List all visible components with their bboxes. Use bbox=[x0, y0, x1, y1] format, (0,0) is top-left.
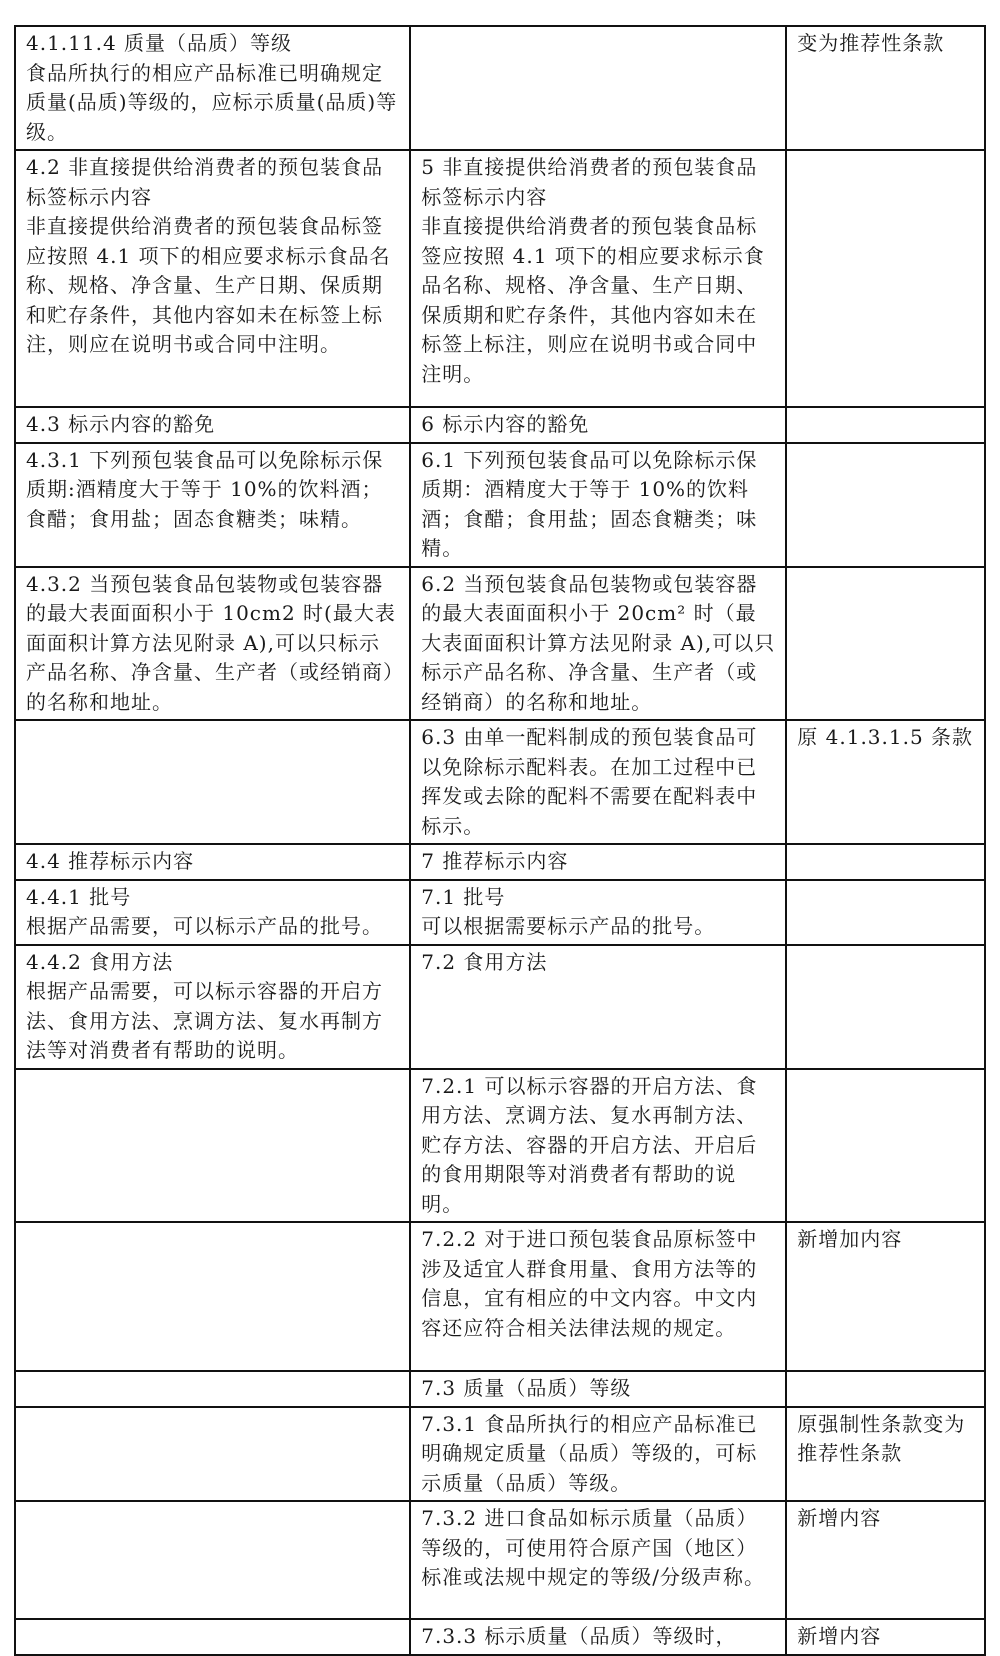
new-clause-text: 7.3 质量（品质）等级 bbox=[421, 1376, 632, 1400]
new-clause-text: 可以根据需要标示产品的批号。 bbox=[421, 914, 716, 938]
old-clause-text: 4.3.2 当预包装食品包装物或包装容器的最大表面面积小于 10cm2 时(最大表面面积计算方法见附录 A),可以只标示产品名称、净含量、生产者（或经销商）的名称和地址。 bbox=[26, 571, 396, 714]
old-clause-text: 4.4.2 食用方法 bbox=[26, 949, 174, 974]
new-clause-text: 7 推荐标示内容 bbox=[421, 849, 569, 873]
note-text: 原 4.1.3.1.5 条款 bbox=[797, 725, 974, 749]
note-cell bbox=[786, 1407, 985, 1502]
new-clause-cell bbox=[410, 1501, 786, 1619]
new-clause-cell bbox=[410, 407, 786, 443]
old-clause-cell bbox=[15, 1619, 410, 1655]
note-text: 原强制性条款变为推荐性条款 bbox=[797, 1411, 966, 1465]
old-clause-text: 4.1.11.4 质量（品质）等级 bbox=[26, 31, 293, 55]
table-row bbox=[15, 1619, 985, 1655]
new-clause-text: 7.2.1 可以标示容器的开启方法、食用方法、烹调方法、复水再制方法、贮存方法、容器的开启方法、开启后的食用期限等对消费者有帮助的说明。 bbox=[421, 1073, 758, 1216]
old-clause-cell bbox=[15, 844, 410, 880]
table-row bbox=[15, 1069, 985, 1223]
old-clause-cell bbox=[15, 720, 410, 844]
new-clause-text: 7.2.2 对于进口预包装食品原标签中涉及适宜人群食用量、食用方法等的信息，宜有相应的中文内容。中文内容还应符合相关法律法规的规定。 bbox=[421, 1227, 758, 1340]
table-row bbox=[15, 880, 985, 945]
old-clause-cell bbox=[15, 1501, 410, 1619]
note-cell bbox=[786, 1371, 985, 1407]
table-row bbox=[15, 720, 985, 844]
old-clause-cell bbox=[15, 1371, 410, 1407]
new-clause-text: 7.2 食用方法 bbox=[421, 949, 548, 974]
table-row bbox=[15, 1371, 985, 1407]
note-cell bbox=[786, 1069, 985, 1223]
new-clause-cell bbox=[410, 880, 786, 945]
old-clause-cell bbox=[15, 407, 410, 443]
old-clause-cell bbox=[15, 443, 410, 567]
new-clause-text: 6.2 当预包装食品包装物或包装容器的最大表面面积小于 20cm² 时（最大表面面积计算方法见附录 A),可以只标示产品名称、净含量、生产者（或经销商）的名称和地址。 bbox=[421, 571, 776, 714]
old-clause-text: 根据产品需要，可以标示产品的批号。 bbox=[26, 914, 383, 938]
old-clause-text: 4.3.1 下列预包装食品可以免除标示保质期:酒精度大于等于 10%的饮料酒；食醋；食用盐；固态食糖类；味精。 bbox=[26, 447, 384, 531]
comparison-document bbox=[14, 25, 986, 1656]
new-clause-cell bbox=[410, 844, 786, 880]
new-clause-cell bbox=[410, 1619, 786, 1655]
note-text: 新增内容 bbox=[797, 1624, 882, 1648]
new-clause-text: 5 非直接提供给消费者的预包装食品标签标示内容 bbox=[421, 155, 758, 209]
new-clause-text: 7.3.2 进口食品如标示质量（品质）等级的，可使用符合原产国（地区）标准或法规中规定的等级/分级声称。 bbox=[421, 1506, 765, 1589]
note-cell bbox=[786, 567, 985, 721]
old-clause-text: 4.4 推荐标示内容 bbox=[26, 849, 195, 873]
new-clause-cell bbox=[410, 945, 786, 1069]
new-clause-cell bbox=[410, 26, 786, 150]
new-clause-text: 6.1 下列预包装食品可以免除标示保质期：酒精度大于等于 10%的饮料酒；食醋；食用盐；固态食糖类；味精。 bbox=[421, 447, 758, 560]
table-row bbox=[15, 407, 985, 443]
note-cell bbox=[786, 443, 985, 567]
old-clause-text: 根据产品需要，可以标示容器的开启方法、食用方法、烹调方法、复水再制方法等对消费者有帮助的说明。 bbox=[26, 979, 383, 1062]
new-clause-cell bbox=[410, 1371, 786, 1407]
note-cell bbox=[786, 1619, 985, 1655]
note-cell bbox=[786, 26, 985, 150]
new-clause-text: 7.3.3 标示质量（品质）等级时， bbox=[421, 1624, 737, 1648]
new-clause-text: 6 标示内容的豁免 bbox=[421, 412, 590, 436]
note-cell bbox=[786, 945, 985, 1069]
new-clause-text: 7.3.1 食品所执行的相应产品标准已明确规定质量（品质）等级的，可标示质量（品质）等级。 bbox=[421, 1411, 758, 1495]
old-clause-text: 4.3 标示内容的豁免 bbox=[26, 412, 216, 436]
new-clause-cell bbox=[410, 443, 786, 567]
new-clause-cell bbox=[410, 567, 786, 721]
old-clause-cell bbox=[15, 1222, 410, 1371]
new-clause-cell bbox=[410, 1069, 786, 1223]
new-clause-cell bbox=[410, 720, 786, 844]
note-text: 变为推荐性条款 bbox=[797, 31, 945, 55]
old-clause-cell bbox=[15, 945, 410, 1069]
new-clause-text: 非直接提供给消费者的预包装食品标签应按照 4.1 项下的相应要求标示食品名称、规格、净含量、生产日期、保质期和贮存条件，其他内容如未在标签上标注，则应在说明书或合同中注明。 bbox=[421, 214, 765, 386]
table-row bbox=[15, 844, 985, 880]
standard-comparison-table bbox=[14, 25, 986, 1656]
table-row bbox=[15, 1501, 985, 1619]
table-row bbox=[15, 443, 985, 567]
new-clause-cell bbox=[410, 1222, 786, 1371]
old-clause-text: 非直接提供给消费者的预包装食品标签应按照 4.1 项下的相应要求标示食品名称、规格、净含量、生产日期、保质期和贮存条件，其他内容如未在标签上标注，则应在说明书或合同中注明。 bbox=[26, 214, 391, 356]
old-clause-cell bbox=[15, 1407, 410, 1502]
new-clause-cell bbox=[410, 1407, 786, 1502]
new-clause-cell bbox=[410, 150, 786, 407]
note-cell bbox=[786, 1501, 985, 1619]
old-clause-cell bbox=[15, 26, 410, 150]
old-clause-text: 食品所执行的相应产品标准已明确规定质量(品质)等级的，应标示质量(品质)等级。 bbox=[26, 60, 398, 144]
new-clause-text: 7.1 批号 bbox=[421, 884, 506, 909]
note-cell bbox=[786, 880, 985, 945]
note-cell bbox=[786, 844, 985, 880]
old-clause-text: 4.2 非直接提供给消费者的预包装食品标签标示内容 bbox=[26, 155, 384, 209]
note-cell bbox=[786, 1222, 985, 1371]
note-text: 新增内容 bbox=[797, 1506, 882, 1530]
note-cell bbox=[786, 150, 985, 407]
note-cell bbox=[786, 720, 985, 844]
old-clause-cell bbox=[15, 567, 410, 721]
table-row bbox=[15, 26, 985, 150]
note-cell bbox=[786, 407, 985, 443]
table-row bbox=[15, 945, 985, 1069]
table-row bbox=[15, 1407, 985, 1502]
new-clause-text: 6.3 由单一配料制成的预包装食品可以免除标示配料表。在加工过程中已挥发或去除的配料不需要在配料表中标示。 bbox=[421, 725, 758, 838]
table-row bbox=[15, 150, 985, 407]
table-row bbox=[15, 1222, 985, 1371]
table-row bbox=[15, 567, 985, 721]
old-clause-cell bbox=[15, 880, 410, 945]
note-text: 新增加内容 bbox=[797, 1227, 903, 1251]
old-clause-cell bbox=[15, 1069, 410, 1223]
old-clause-text: 4.4.1 批号 bbox=[26, 884, 132, 909]
old-clause-cell bbox=[15, 150, 410, 407]
